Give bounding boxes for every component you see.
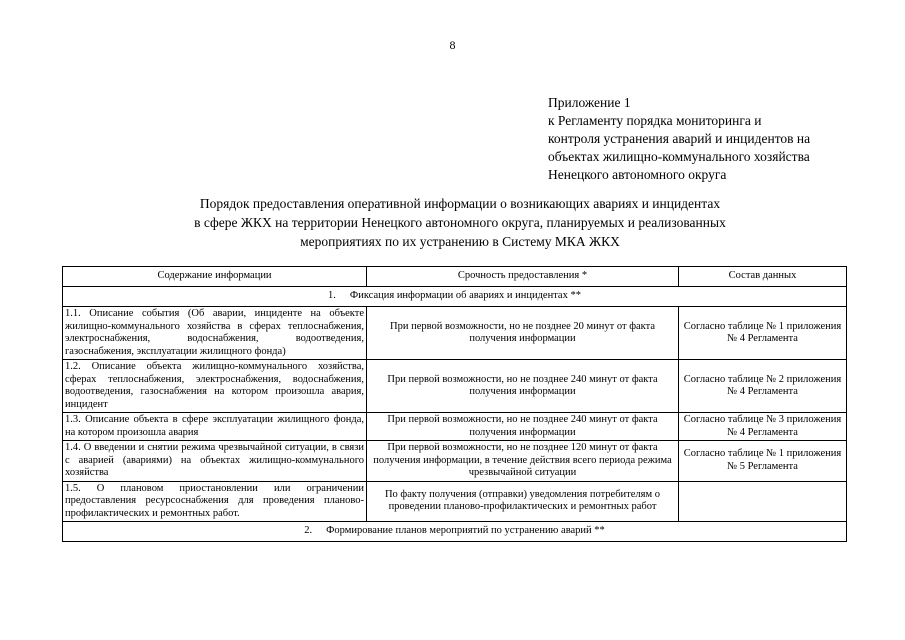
table-row [63, 413, 847, 441]
cell-content: 1.2. Описание объекта жилищно-коммунального хозяйства, сферах теплоснабжения, электроснабжения, водоснабжения, водоотведения, газоснабжения на котором произошла авария, инцидент [63, 360, 367, 413]
page-number: 8 [449, 38, 456, 52]
cell-content: 1.4. О введении и снятии режима чрезвычайной ситуации, в связи с аварией (авариями) на объектах жилищно-коммунального хозяйства [63, 441, 367, 482]
appendix-line: контроля устранения аварий и инцидентов на [548, 131, 811, 146]
header-content: Содержание информации [63, 267, 367, 287]
table-row [63, 481, 847, 522]
cell-urgency: При первой возможности, но не позднее 240 минут от факта получения информации [367, 413, 679, 441]
cell-urgency: При первой возможности, но не позднее 240 минут от факта получения информации [367, 360, 679, 413]
appendix-header [548, 94, 810, 184]
section-row [63, 522, 847, 542]
title-line: мероприятиях по их устранению в Систему МКА ЖКХ [300, 234, 620, 249]
cell-content: 1.1. Описание события (Об аварии, инциденте на объекте жилищно-коммунального хозяйства в сферах теплоснабжения, электроснабжения, водоснабжения, водоотведения, газоснабжения, эксплуатации жилищного фонда) [63, 307, 367, 360]
table-row [63, 307, 847, 360]
section-number: 1. [328, 290, 336, 302]
cell-data [679, 481, 847, 522]
section-1 [63, 287, 847, 307]
document-title [110, 194, 810, 251]
title-line: Порядок предоставления оперативной информации о возникающих авариях и инцидентах [199, 196, 721, 211]
cell-data: Согласно таблице № 1 приложения № 4 Регламента [679, 307, 847, 360]
appendix-line: к Регламенту порядка мониторинга и [548, 113, 762, 128]
header-data: Состав данных [679, 267, 847, 287]
cell-urgency: По факту получения (отправки) уведомления потребителям о проведении планово-профилактических и ремонтных работ [367, 481, 679, 522]
cell-urgency: При первой возможности, но не позднее 120 минут от факта получения информации, в течение действия всего периода режима чрезвычайной ситуации [367, 441, 679, 482]
appendix-line: Приложение 1 [548, 95, 631, 110]
table-row [63, 441, 847, 482]
table-row [63, 360, 847, 413]
title-line: в сфере ЖКХ на территории Ненецкого автономного округа, планируемых и реализованных [194, 215, 726, 230]
cell-data: Согласно таблице № 3 приложения № 4 Регламента [679, 413, 847, 441]
info-table [62, 266, 847, 542]
section-2 [63, 522, 847, 542]
section-number: 2. [304, 525, 313, 537]
cell-urgency: При первой возможности, но не позднее 20 минут от факта получения информации [367, 307, 679, 360]
header-urgency: Срочность предоставления * [367, 267, 679, 287]
cell-content: 1.5. О плановом приостановлении или ограничении предоставления ресурсоснабжения для проведения планово-профилактических и ремонтных работ. [63, 481, 367, 522]
cell-content: 1.3. Описание объекта в сфере эксплуатации жилищного фонда, на котором произошла авария [63, 413, 367, 441]
cell-data: Согласно таблице № 2 приложения № 4 Регламента [679, 360, 847, 413]
section-label: Фиксация информации об авариях и инцидентах ** [349, 290, 581, 302]
cell-data: Согласно таблице № 1 приложения № 5 Регламента [679, 441, 847, 482]
section-row [63, 287, 847, 307]
section-label: Формирование планов мероприятий по устранению аварий ** [326, 525, 605, 537]
appendix-line: Ненецкого автономного округа [548, 167, 727, 182]
table-header-row [63, 267, 847, 287]
appendix-line: объектах жилищно-коммунального хозяйства [548, 149, 810, 164]
